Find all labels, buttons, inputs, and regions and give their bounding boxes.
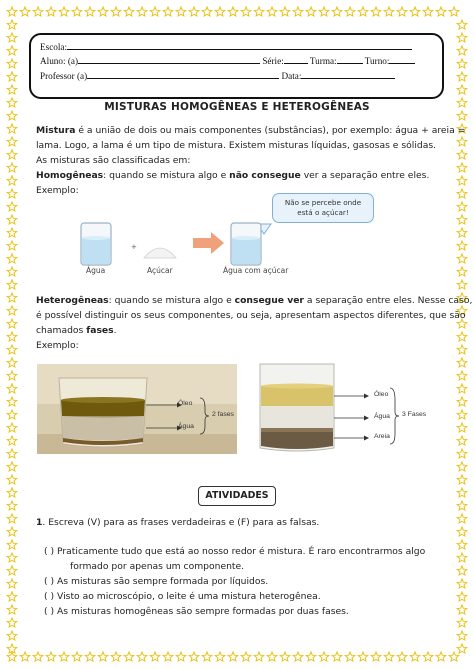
border-star-icon <box>72 7 82 16</box>
answer-item-2[interactable] <box>44 574 268 589</box>
fases-term: fases <box>86 325 114 336</box>
border-star-icon <box>137 652 147 661</box>
border-star-icon <box>423 652 433 661</box>
border-star-icon <box>457 553 467 562</box>
border-star-icon <box>267 7 277 16</box>
border-star-icon <box>7 189 17 198</box>
border-star-icon <box>319 7 329 16</box>
border-star-icon <box>7 644 17 653</box>
border-star-icon <box>254 7 264 16</box>
line3-text-a: chamados <box>36 325 87 336</box>
mistura-term: Mistura <box>36 125 76 136</box>
border-star-icon <box>457 163 467 172</box>
border-star-icon <box>7 137 17 146</box>
border-star-icon <box>306 652 316 661</box>
border-star-icon <box>189 7 199 16</box>
heterogeneas-line-2: é possível distinguir os seus componentes, ou seja, apresentam aspectos diferentes, que são <box>36 310 466 321</box>
border-star-icon <box>7 592 17 601</box>
border-star-icon <box>124 7 134 16</box>
border-star-icon <box>457 644 467 653</box>
border-star-icon <box>7 345 17 354</box>
border-star-icon <box>457 371 467 380</box>
border-star-icon <box>7 566 17 575</box>
border-star-icon <box>449 7 459 16</box>
homogeneas-definition <box>36 168 429 183</box>
plus-sign: + <box>131 243 137 251</box>
border-star-icon <box>457 202 467 211</box>
border-star-icon <box>7 7 17 16</box>
heterogeneas-line-3 <box>36 323 117 338</box>
border-star-icon <box>457 631 467 640</box>
border-star-icon <box>457 241 467 250</box>
border-star-icon <box>7 501 17 510</box>
border-star-icon <box>457 423 467 432</box>
border-star-icon <box>457 46 467 55</box>
data-field[interactable] <box>301 69 395 79</box>
border-star-icon <box>449 652 459 661</box>
photo1-oleo-label: Óleo <box>178 400 193 407</box>
border-star-icon <box>358 7 368 16</box>
border-star-icon <box>457 189 467 198</box>
line3-text-b: . <box>113 325 117 336</box>
border-star-icon <box>397 652 407 661</box>
question-1-number: 1 <box>36 517 43 528</box>
border-star-icon <box>7 423 17 432</box>
border-star-icon <box>7 475 17 484</box>
border-star-icon <box>7 332 17 341</box>
border-star-icon <box>457 592 467 601</box>
border-star-icon <box>457 514 467 523</box>
border-star-icon <box>7 358 17 367</box>
border-star-icon <box>410 652 420 661</box>
homogeneas-emphasis: não consegue <box>229 170 301 181</box>
aluno-field[interactable] <box>78 54 260 64</box>
heterogeneas-text-a: : quando se mistura algo e <box>108 295 235 306</box>
professor-field[interactable] <box>87 69 279 79</box>
border-star-icon <box>457 566 467 575</box>
photo2-oleo-label: Óleo <box>374 391 389 398</box>
border-star-icon <box>371 652 381 661</box>
border-star-icon <box>163 7 173 16</box>
intro-line-2: lama. Logo, a lama é um tipo de mistura. Existem misturas líquidas, gasosas e sólidas. <box>36 140 437 151</box>
turma-label: Turma: <box>309 56 337 66</box>
border-star-icon <box>20 652 30 661</box>
border-star-icon <box>7 202 17 211</box>
border-star-icon <box>457 384 467 393</box>
border-star-icon <box>7 228 17 237</box>
border-star-icon <box>457 488 467 497</box>
border-star-icon <box>358 652 368 661</box>
escola-label: Escola: <box>40 42 68 52</box>
border-star-icon <box>202 652 212 661</box>
border-star-icon <box>202 7 212 16</box>
border-star-icon <box>397 7 407 16</box>
heterogeneas-term: Heterogêneas <box>36 295 109 306</box>
glass-beaker-icon <box>59 378 147 447</box>
border-star-icon <box>280 652 290 661</box>
arrow-icon <box>193 232 224 254</box>
border-star-icon <box>7 306 17 315</box>
oil-water-photo <box>37 364 237 454</box>
border-star-icon <box>267 652 277 661</box>
turno-field[interactable] <box>389 54 415 64</box>
photo2-agua-label: Água <box>374 413 390 420</box>
border-star-icon <box>457 176 467 185</box>
answer-statement: As misturas homogêneas são sempre formadas por duas fases. <box>57 606 349 617</box>
answer-box[interactable]: ( ) <box>44 576 55 587</box>
heterogeneas-definition <box>36 293 472 308</box>
photo1-fases-label: 2 fases <box>212 411 234 418</box>
border-star-icon <box>7 20 17 29</box>
border-star-icon <box>7 462 17 471</box>
border-star-icon <box>59 7 69 16</box>
border-star-icon <box>241 7 251 16</box>
intro-line-3: As misturas são classificadas em: <box>36 155 191 166</box>
serie-label: Série: <box>262 56 284 66</box>
border-star-icon <box>7 72 17 81</box>
aluno-row <box>40 54 415 66</box>
border-star-icon <box>457 20 467 29</box>
border-star-icon <box>7 124 17 133</box>
border-star-icon <box>7 540 17 549</box>
border-star-icon <box>7 631 17 640</box>
answer-box[interactable]: ( ) <box>44 591 55 602</box>
border-star-icon <box>7 241 17 250</box>
answer-statement: formado por apenas um componente. <box>70 561 245 572</box>
border-star-icon <box>7 293 17 302</box>
border-star-icon <box>332 652 342 661</box>
border-star-icon <box>137 7 147 16</box>
border-star-icon <box>150 652 160 661</box>
page-title: MISTURAS HOMOGÊNEAS E HETEROGÊNEAS <box>104 101 370 113</box>
border-star-icon <box>345 652 355 661</box>
escola-field[interactable] <box>67 40 412 50</box>
border-star-icon <box>457 540 467 549</box>
heterogeneas-emphasis: consegue ver <box>234 295 304 306</box>
border-star-icon <box>7 410 17 419</box>
border-star-icon <box>254 652 264 661</box>
answer-box[interactable]: ( ) <box>44 606 55 617</box>
intro-line-1-text: é a união de dois ou mais componentes (substâncias), por exemplo: água + areia = <box>75 125 466 136</box>
border-star-icon <box>189 652 199 661</box>
border-star-icon <box>457 280 467 289</box>
border-star-icon <box>457 33 467 42</box>
student-info-box <box>29 33 444 99</box>
answer-box[interactable]: ( ) <box>44 546 55 557</box>
border-star-icon <box>293 7 303 16</box>
border-star-icon <box>176 7 186 16</box>
border-star-icon <box>410 7 420 16</box>
photo2-areia-label: Areia <box>374 433 390 440</box>
border-star-icon <box>7 579 17 588</box>
border-star-icon <box>457 605 467 614</box>
caption-agua-acucar: Água com açúcar <box>223 266 289 275</box>
border-star-icon <box>228 652 238 661</box>
oil-water-sand-photo <box>252 358 442 458</box>
border-star-icon <box>457 579 467 588</box>
photo2-fases-label: 3 Fases <box>402 411 427 418</box>
turno-label: Turno: <box>364 56 390 66</box>
border-star-icon <box>306 7 316 16</box>
border-star-icon <box>457 59 467 68</box>
border-star-icon <box>59 652 69 661</box>
border-star-icon <box>228 7 238 16</box>
border-star-icon <box>423 7 433 16</box>
border-star-icon <box>7 319 17 328</box>
border-star-icon <box>46 652 56 661</box>
border-star-icon <box>111 7 121 16</box>
border-star-icon <box>457 475 467 484</box>
border-star-icon <box>457 397 467 406</box>
border-star-icon <box>111 652 121 661</box>
answer-statement: As misturas são sempre formada por líquidos. <box>57 576 269 587</box>
border-star-icon <box>7 618 17 627</box>
border-star-icon <box>241 652 251 661</box>
atividades-heading: ATIVIDADES <box>198 486 276 506</box>
border-star-icon <box>7 150 17 159</box>
border-star-icon <box>46 7 56 16</box>
border-star-icon <box>7 267 17 276</box>
border-star-icon <box>319 652 329 661</box>
border-star-icon <box>7 436 17 445</box>
border-star-icon <box>345 7 355 16</box>
border-star-icon <box>436 652 446 661</box>
border-star-icon <box>457 462 467 471</box>
border-star-icon <box>457 345 467 354</box>
water-beaker-icon <box>81 223 111 265</box>
border-star-icon <box>20 7 30 16</box>
turma-field[interactable] <box>337 54 363 64</box>
professor-row <box>40 69 395 81</box>
border-star-icon <box>371 7 381 16</box>
border-star-icon <box>457 501 467 510</box>
border-star-icon <box>457 254 467 263</box>
border-star-icon <box>7 33 17 42</box>
border-star-icon <box>457 449 467 458</box>
homogeneas-text-a: : quando se mistura algo e <box>103 170 230 181</box>
border-star-icon <box>457 618 467 627</box>
border-star-icon <box>384 652 394 661</box>
question-1-text: . Escreva (V) para as frases verdadeiras e (F) para as falsas. <box>42 517 320 528</box>
answer-item-4[interactable] <box>44 604 349 619</box>
border-star-icon <box>293 652 303 661</box>
border-star-icon <box>215 652 225 661</box>
border-star-icon <box>85 652 95 661</box>
caption-agua: Água <box>86 266 106 275</box>
border-star-icon <box>7 488 17 497</box>
caption-acucar: Açúcar <box>147 266 173 275</box>
answer-item-3[interactable] <box>44 589 321 604</box>
border-star-icon <box>33 7 43 16</box>
sugar-water-beaker-icon <box>231 223 261 265</box>
border-star-icon <box>7 215 17 224</box>
bubble-line-1: Não se percebe onde <box>284 198 362 207</box>
homogeneas-term: Homogêneas <box>36 170 104 181</box>
heterogeneas-text-b: a separação entre eles. Nesse caso, <box>303 295 473 306</box>
border-star-icon <box>457 137 467 146</box>
border-star-icon <box>98 7 108 16</box>
question-1 <box>36 515 319 530</box>
border-star-icon <box>72 652 82 661</box>
border-star-icon <box>7 527 17 536</box>
border-star-icon <box>457 358 467 367</box>
border-star-icon <box>7 280 17 289</box>
border-star-icon <box>176 652 186 661</box>
homogeneas-exemplo: Exemplo: <box>36 185 79 196</box>
heterogeneas-exemplo: Exemplo: <box>36 340 79 351</box>
border-star-icon <box>150 7 160 16</box>
border-star-icon <box>457 72 467 81</box>
escola-row <box>40 40 412 52</box>
beaker-icon <box>260 364 334 451</box>
border-star-icon <box>7 59 17 68</box>
border-star-icon <box>7 254 17 263</box>
bubble-line-2: está o açúcar! <box>297 208 349 217</box>
border-star-icon <box>7 176 17 185</box>
homogeneas-text-b: ver a separação entre eles. <box>300 170 430 181</box>
border-star-icon <box>436 7 446 16</box>
professor-label: Professor (a) <box>40 71 88 81</box>
border-star-icon <box>457 527 467 536</box>
border-star-icon <box>7 85 17 94</box>
answer-statement: Praticamente tudo que está ao nosso redor é mistura. É raro encontrarmos algo <box>57 546 426 557</box>
border-star-icon <box>332 7 342 16</box>
aluno-label: Aluno: (a) <box>40 56 79 66</box>
data-label: Data: <box>281 71 302 81</box>
border-star-icon <box>163 652 173 661</box>
border-star-icon <box>215 7 225 16</box>
border-star-icon <box>7 605 17 614</box>
border-star-icon <box>7 449 17 458</box>
border-star-icon <box>457 332 467 341</box>
answer-statement: Visto ao microscópio, o leite é uma mistura heterogênea. <box>57 591 321 602</box>
border-star-icon <box>7 514 17 523</box>
border-star-icon <box>7 163 17 172</box>
border-star-icon <box>457 228 467 237</box>
photo1-agua-label: Água <box>178 423 194 430</box>
border-star-icon <box>457 436 467 445</box>
border-star-icon <box>7 397 17 406</box>
border-star-icon <box>457 85 467 94</box>
border-star-icon <box>384 7 394 16</box>
answer-item-1[interactable] <box>44 544 425 559</box>
border-star-icon <box>7 384 17 393</box>
border-star-icon <box>280 7 290 16</box>
border-star-icon <box>85 7 95 16</box>
intro-line-1 <box>36 123 465 138</box>
sugar-pile-icon <box>144 248 176 258</box>
border-star-icon <box>457 267 467 276</box>
serie-field[interactable] <box>284 54 308 64</box>
answer-item-1-continuation <box>70 559 244 574</box>
border-star-icon <box>98 652 108 661</box>
border-star-icon <box>457 215 467 224</box>
border-star-icon <box>457 150 467 159</box>
border-star-icon <box>7 371 17 380</box>
border-star-icon <box>7 46 17 55</box>
border-star-icon <box>7 553 17 562</box>
border-star-icon <box>457 410 467 419</box>
border-star-icon <box>124 652 134 661</box>
border-star-icon <box>33 652 43 661</box>
